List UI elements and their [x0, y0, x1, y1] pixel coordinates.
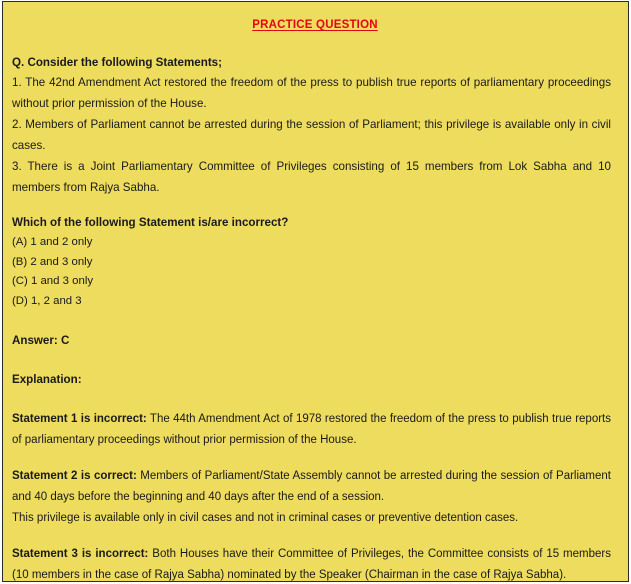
option-c[interactable]: (C) 1 and 3 only	[12, 275, 94, 287]
question-prompt: Q. Consider the following Statements;	[12, 56, 222, 69]
spacer	[12, 389, 618, 409]
explanation-statement-1-lead: Statement 1 is incorrect:	[12, 413, 147, 425]
statement-3: 3. There is a Joint Parliamentary Committee of Privileges consisting of 15 members from Lok Sabha and 10 members from Rajya Sabha.	[12, 160, 611, 194]
statement-2: 2. Members of Parliament cannot be arrested during the session of Parliament; this privilege is available only in civil cases.	[12, 118, 611, 152]
spacer	[12, 311, 618, 331]
option-d[interactable]: (D) 1, 2 and 3	[12, 294, 82, 307]
statement-1: 1. The 42nd Amendment Act restored the freedom of the press to publish true reports of parliamentary proceedings without prior permission of the House.	[12, 76, 611, 110]
explanation-statement-1	[12, 409, 618, 451]
explanation-statement-2	[12, 466, 618, 508]
explanation-heading: Explanation:	[12, 373, 82, 386]
spacer	[12, 451, 618, 466]
explanation-statement-1-body: The 44th Amendment Act of 1978 restored the freedom of the press to publish true reports of parliamentary proceedings without prior permission of the House.	[12, 413, 611, 446]
explanation-statement-2-body: Members of Parliament/State Assembly cannot be arrested during the session of Parliament and 40 days before the beginning and 40 days after the end of a session.	[12, 470, 611, 503]
page-title: PRACTICE QUESTION	[252, 19, 378, 31]
explanation-statement-3-lead: Statement 3 is incorrect:	[12, 548, 149, 560]
explanation-statement-2-extra: This privilege is available only in civil cases and not in criminal cases or preventive detention cases.	[12, 512, 519, 524]
option-a[interactable]: (A) 1 and 2 only	[12, 236, 93, 248]
card-content	[3, 2, 628, 581]
question-ask: Which of the following Statement is/are incorrect?	[12, 216, 289, 229]
explanation-statement-2-lead: Statement 2 is correct:	[12, 470, 137, 482]
spacer	[12, 33, 618, 53]
answer-label: Answer: C	[12, 334, 70, 347]
spacer	[12, 350, 618, 370]
option-b[interactable]: (B) 2 and 3 only	[12, 255, 93, 268]
spacer	[12, 529, 618, 544]
explanation-statement-3-body: Both Houses have their Committee of Privileges, the Committee consists of 15 members (10 members in the case of Rajya Sabha) nominated by the Speaker (Chairman in the case of Rajya Sabha).	[12, 548, 611, 581]
explanation-statement-3	[12, 544, 618, 582]
practice-question-card	[2, 1, 629, 582]
spacer	[12, 198, 618, 213]
title-row	[12, 15, 618, 33]
